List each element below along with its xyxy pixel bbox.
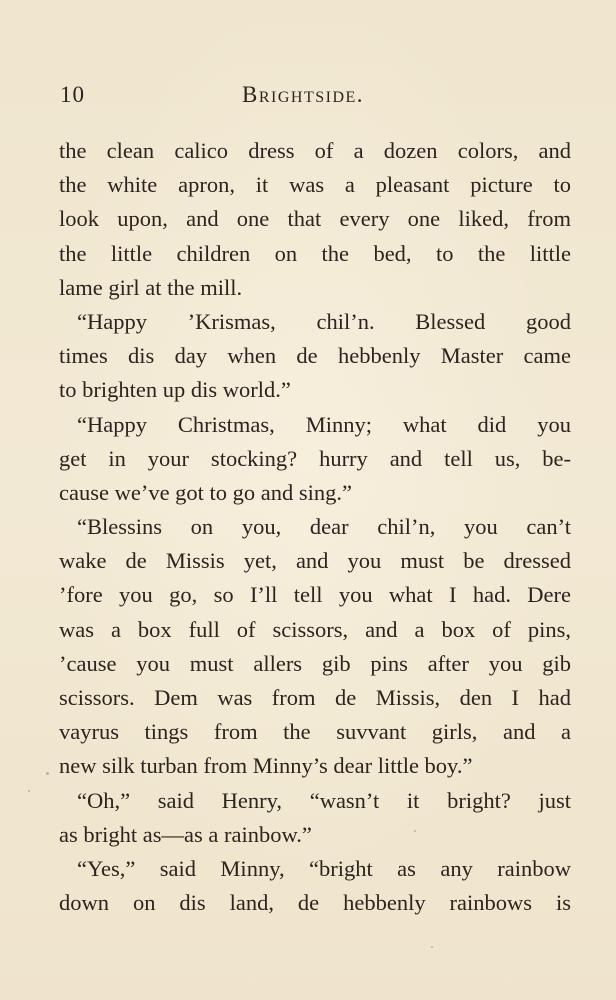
text-line: lame girl at the mill. (59, 274, 243, 300)
text-line: times dis day when de hebbenly Master came (59, 343, 571, 369)
text-line: the white apron, it was a pleasant picture to (59, 172, 571, 198)
text-line: was a box full of scissors, and a box of pins, (59, 616, 571, 642)
text-line: new silk turban from Minny’s dear little boy.” (59, 753, 473, 779)
text-line: down on dis land, de hebbenly rainbows is (59, 890, 571, 916)
paper-speck (28, 790, 30, 792)
text-line: the clean calico dress of a dozen colors, and (59, 138, 571, 163)
text-line: wake de Missis yet, and you must be dressed (59, 548, 571, 574)
text-line: to brighten up dis world.” (59, 377, 291, 403)
text-line: ’cause you must allers gib pins after you gib (59, 650, 571, 676)
text-line: the little children on the bed, to the little (59, 240, 571, 266)
running-head: Brightside. (242, 82, 365, 107)
text-line: “Oh,” said Henry, “wasn’t it bright? just (77, 787, 571, 813)
page-header (60, 82, 560, 112)
text-line: “Happy Christmas, Minny; what did you (77, 411, 571, 437)
text-line: get in your stocking? hurry and tell us, be- (59, 445, 571, 471)
text-line: “Blessins on you, dear chil’n, you can’t (77, 514, 571, 540)
text-line: look upon, and one that every one liked, from (59, 206, 571, 232)
text-line: scissors. Dem was from de Missis, den I had (59, 685, 571, 710)
paper-speck (414, 830, 416, 832)
paper-speck (431, 946, 433, 948)
paper-speck (46, 772, 49, 775)
text-line: cause we’ve got to go and sing.” (59, 479, 353, 505)
body-text (59, 134, 571, 920)
text-line: ’fore you go, so I’ll tell you what I had. Dere (59, 582, 571, 608)
text-line: “Happy ’Krismas, chil’n. Blessed good (77, 308, 571, 334)
text-line: as bright as—as a rainbow.” (59, 821, 312, 847)
text-line: “Yes,” said Minny, “bright as any rainbow (77, 855, 571, 881)
text-line: vayrus tings from the suvvant girls, and a (59, 719, 571, 745)
page-number: 10 (60, 82, 85, 107)
